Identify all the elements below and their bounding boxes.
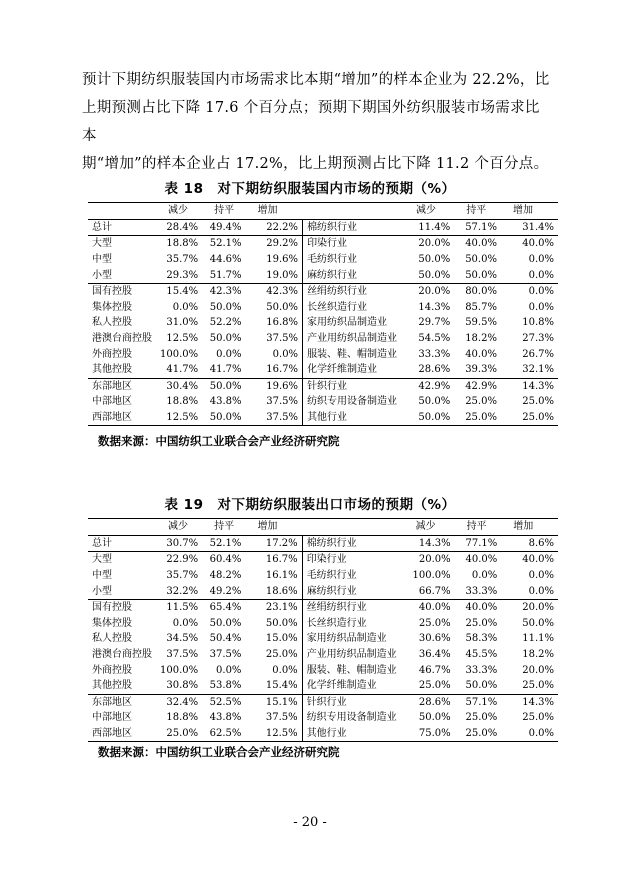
column-header <box>88 519 156 536</box>
column-header: 持平 <box>466 205 487 217</box>
value-cell: 16.7% <box>245 552 302 568</box>
value-cell: 29.3% <box>166 269 199 281</box>
value-cell: 40.0% <box>465 238 497 250</box>
value-cell: 26.7% <box>522 348 554 360</box>
value-cell: 25.0% <box>465 728 498 740</box>
value-cell: 25.0% <box>522 412 554 424</box>
row-label-cell: 港澳台商控股 <box>92 649 152 661</box>
value-cell: 18.8% <box>166 712 199 724</box>
row-label-cell: 集体控股 <box>92 301 132 313</box>
value-cell: 100.0% <box>412 570 451 582</box>
column-header <box>303 203 404 220</box>
value-cell: 33.3% <box>418 348 451 360</box>
row-label-cell: 外商控股 <box>92 348 132 360</box>
value-cell: 32.2% <box>166 585 199 597</box>
value-cell: 30.4% <box>166 380 199 392</box>
table-row <box>88 710 558 726</box>
value-cell: 0.0% <box>528 301 554 313</box>
value-cell: 40.0% <box>465 602 498 614</box>
value-cell: 62.5% <box>209 728 242 740</box>
table-row <box>88 583 558 599</box>
value-cell: 50.0% <box>418 269 451 281</box>
value-cell: 25.0% <box>465 712 498 724</box>
value-cell: 51.7% <box>209 269 242 281</box>
value-cell: 25.0% <box>465 617 498 629</box>
table-row <box>88 568 558 584</box>
column-header: 持平 <box>214 205 235 217</box>
column-header <box>302 519 403 536</box>
table-19-export-market <box>88 518 558 742</box>
value-cell: 50.0% <box>209 380 242 392</box>
value-cell: 52.1% <box>209 537 242 549</box>
value-cell: 25.0% <box>522 712 554 724</box>
page-number: - 20 - <box>293 815 327 830</box>
value-cell: 19.6% <box>246 252 303 268</box>
row-label-cell: 其他控股 <box>92 680 132 692</box>
row-label-cell: 中型 <box>92 570 112 582</box>
value-cell: 33.3% <box>465 585 498 597</box>
row-label-cell: 印染行业 <box>306 554 347 566</box>
row-label-cell: 中部地区 <box>92 712 132 724</box>
paragraph-line: 预计下期纺织服装国内市场需求比本期“增加”的样本企业为 22.2%，比 <box>82 72 550 88</box>
value-cell: 10.8% <box>522 317 554 329</box>
row-label-cell: 大型 <box>92 238 112 250</box>
value-cell: 50.0% <box>209 412 242 424</box>
table-row <box>88 283 558 299</box>
value-cell: 18.2% <box>465 333 497 345</box>
value-cell: 50.0% <box>418 396 451 408</box>
value-cell: 0.0% <box>246 346 303 362</box>
value-cell: 45.5% <box>465 649 498 661</box>
value-cell: 50.0% <box>418 254 451 266</box>
value-cell: 15.1% <box>245 694 302 710</box>
table-row <box>88 267 558 283</box>
value-cell: 44.6% <box>209 254 242 266</box>
value-cell: 80.0% <box>465 286 497 298</box>
value-cell: 100.0% <box>160 664 199 676</box>
value-cell: 16.7% <box>246 362 303 378</box>
value-cell: 0.0% <box>245 662 302 678</box>
row-label-cell: 小型 <box>92 585 112 597</box>
value-cell: 19.6% <box>246 378 303 394</box>
row-label-cell: 东部地区 <box>92 380 132 392</box>
value-cell: 42.3% <box>209 286 242 298</box>
value-cell: 20.0% <box>522 602 554 614</box>
value-cell: 14.3% <box>418 537 451 549</box>
table-19-caption: 表 19 对下期纺织服装出口市场的预期（%） <box>164 497 456 513</box>
row-label-cell: 其他行业 <box>307 412 348 424</box>
value-cell: 58.3% <box>465 633 498 645</box>
value-cell: 25.0% <box>465 412 497 424</box>
value-cell: 11.1% <box>522 633 554 645</box>
table-row <box>88 694 558 710</box>
value-cell: 40.0% <box>465 554 498 566</box>
value-cell: 8.6% <box>528 537 554 549</box>
value-cell: 39.3% <box>465 364 497 376</box>
value-cell: 33.3% <box>465 664 498 676</box>
column-header: 减少 <box>168 205 188 217</box>
value-cell: 0.0% <box>172 617 199 629</box>
value-cell: 25.0% <box>522 680 554 692</box>
value-cell: 0.0% <box>528 286 554 298</box>
value-cell: 46.7% <box>418 664 451 676</box>
row-label-cell: 毛纺织行业 <box>307 254 358 266</box>
value-cell: 85.7% <box>465 301 497 313</box>
value-cell: 11.4% <box>418 221 451 233</box>
value-cell: 16.1% <box>245 568 302 584</box>
row-label-cell: 麻纺织行业 <box>307 269 358 281</box>
value-cell: 54.5% <box>418 333 451 345</box>
row-label-cell: 私人控股 <box>92 317 132 329</box>
body-paragraph <box>82 66 552 178</box>
table-row <box>88 362 558 378</box>
table-row <box>88 678 558 694</box>
value-cell: 14.3% <box>522 696 554 708</box>
value-cell: 37.5% <box>245 710 302 726</box>
value-cell: 20.0% <box>522 664 554 676</box>
table-header-row <box>88 203 558 220</box>
value-cell: 20.0% <box>418 238 451 250</box>
value-cell: 15.4% <box>166 286 199 298</box>
value-cell: 50.0% <box>465 254 497 266</box>
table-row <box>88 346 558 362</box>
paragraph-line: 上期预测占比下降 17.6 个百分点；预期下期国外纺织服装市场需求比本 <box>82 100 540 144</box>
row-label-cell: 大型 <box>92 554 112 566</box>
value-cell: 0.0% <box>216 664 242 676</box>
table-row <box>88 378 558 394</box>
value-cell: 22.9% <box>166 554 199 566</box>
table-row <box>88 616 558 632</box>
column-header: 持平 <box>466 521 487 533</box>
value-cell: 35.7% <box>166 254 199 266</box>
value-cell: 43.8% <box>209 396 242 408</box>
value-cell: 25.0% <box>245 647 302 663</box>
value-cell: 50.0% <box>418 712 451 724</box>
value-cell: 18.6% <box>245 583 302 599</box>
value-cell: 52.2% <box>209 317 242 329</box>
row-label-cell: 纺织专用设备制造业 <box>307 396 398 408</box>
row-label-cell: 长丝织造行业 <box>307 301 368 313</box>
column-header: 增加 <box>257 521 278 533</box>
value-cell: 28.6% <box>418 364 451 376</box>
value-cell: 0.0% <box>172 301 199 313</box>
value-cell: 37.5% <box>246 331 303 347</box>
value-cell: 0.0% <box>528 269 554 281</box>
value-cell: 37.5% <box>166 649 199 661</box>
row-label-cell: 港澳台商控股 <box>92 333 152 345</box>
value-cell: 50.0% <box>209 333 242 345</box>
value-cell: 32.4% <box>166 696 199 708</box>
value-cell: 100.0% <box>160 348 199 360</box>
value-cell: 50.0% <box>209 301 242 313</box>
value-cell: 50.0% <box>522 617 554 629</box>
value-cell: 11.5% <box>166 602 199 614</box>
row-label-cell: 国有控股 <box>92 286 132 298</box>
row-label-cell: 西部地区 <box>92 412 132 424</box>
value-cell: 15.4% <box>245 678 302 694</box>
value-cell: 0.0% <box>216 348 242 360</box>
value-cell: 18.8% <box>166 396 199 408</box>
table-row <box>88 662 558 678</box>
value-cell: 12.5% <box>245 726 302 742</box>
table-row <box>88 631 558 647</box>
value-cell: 18.2% <box>522 649 554 661</box>
value-cell: 42.9% <box>418 380 451 392</box>
value-cell: 20.0% <box>418 554 451 566</box>
value-cell: 52.1% <box>209 238 242 250</box>
column-header: 减少 <box>415 521 436 533</box>
row-label-cell: 中型 <box>92 254 112 266</box>
value-cell: 25.0% <box>418 680 451 692</box>
row-label-cell: 产业用纺织品制造业 <box>307 333 398 345</box>
value-cell: 36.4% <box>418 649 451 661</box>
value-cell: 18.8% <box>166 238 199 250</box>
value-cell: 25.0% <box>465 396 497 408</box>
table-row <box>88 315 558 331</box>
row-label-cell: 化学纤维制造业 <box>307 364 378 376</box>
row-label-cell: 服装、鞋、帽制造业 <box>306 664 397 676</box>
table-row <box>88 410 558 426</box>
row-label-cell: 毛纺织行业 <box>306 570 357 582</box>
value-cell: 25.0% <box>418 617 451 629</box>
row-label-cell: 总计 <box>92 537 112 549</box>
value-cell: 0.0% <box>528 728 554 740</box>
value-cell: 41.7% <box>209 364 242 376</box>
column-header <box>88 203 156 220</box>
value-cell: 25.0% <box>166 728 199 740</box>
value-cell: 16.8% <box>246 315 303 331</box>
table-row <box>88 394 558 410</box>
value-cell: 37.5% <box>246 410 303 426</box>
row-label-cell: 其他行业 <box>306 728 347 740</box>
column-header: 增加 <box>512 205 533 217</box>
value-cell: 40.0% <box>522 554 554 566</box>
table-header-row <box>88 519 558 536</box>
row-label-cell: 私人控股 <box>92 633 132 645</box>
row-label-cell: 服装、鞋、帽制造业 <box>307 348 398 360</box>
table-19-source: 数据来源：中国纺织工业联合会产业经济研究院 <box>98 745 340 759</box>
value-cell: 20.0% <box>418 286 451 298</box>
value-cell: 30.6% <box>418 633 451 645</box>
value-cell: 15.0% <box>245 631 302 647</box>
value-cell: 50.0% <box>465 680 498 692</box>
value-cell: 12.5% <box>166 333 199 345</box>
value-cell: 27.3% <box>522 333 554 345</box>
value-cell: 41.7% <box>166 364 199 376</box>
table-row <box>88 726 558 742</box>
value-cell: 28.6% <box>418 696 451 708</box>
table-row <box>88 552 558 568</box>
row-label-cell: 丝绢纺织行业 <box>307 286 368 298</box>
table-row <box>88 599 558 615</box>
value-cell: 31.4% <box>522 221 554 233</box>
value-cell: 40.0% <box>465 348 497 360</box>
value-cell: 57.1% <box>465 696 498 708</box>
value-cell: 25.0% <box>522 396 554 408</box>
value-cell: 37.5% <box>209 649 242 661</box>
value-cell: 30.8% <box>166 680 199 692</box>
row-label-cell: 棉纺织行业 <box>307 221 358 233</box>
value-cell: 50.0% <box>245 616 302 632</box>
column-header: 增加 <box>257 205 278 217</box>
row-label-cell: 纺织专用设备制造业 <box>306 712 397 724</box>
value-cell: 34.5% <box>166 633 199 645</box>
value-cell: 0.0% <box>528 254 554 266</box>
value-cell: 50.0% <box>209 617 242 629</box>
table-row <box>88 219 558 236</box>
row-label-cell: 棉纺织行业 <box>306 537 357 549</box>
value-cell: 0.0% <box>471 570 498 582</box>
table-18-domestic-market <box>88 202 558 426</box>
value-cell: 50.0% <box>418 412 451 424</box>
value-cell: 12.5% <box>166 412 199 424</box>
row-label-cell: 东部地区 <box>92 696 132 708</box>
row-label-cell: 其他控股 <box>92 364 132 376</box>
column-header: 增加 <box>513 521 534 533</box>
row-label-cell: 外商控股 <box>92 664 132 676</box>
value-cell: 22.2% <box>246 219 303 236</box>
value-cell: 0.0% <box>528 585 554 597</box>
value-cell: 52.5% <box>209 696 242 708</box>
value-cell: 31.0% <box>166 317 199 329</box>
value-cell: 48.2% <box>209 570 242 582</box>
column-header: 减少 <box>416 205 437 217</box>
row-label-cell: 集体控股 <box>92 617 132 629</box>
table-row <box>88 300 558 316</box>
row-label-cell: 长丝织造行业 <box>306 617 367 629</box>
row-label-cell: 西部地区 <box>92 728 132 740</box>
row-label-cell: 国有控股 <box>92 602 132 614</box>
table-row <box>88 331 558 347</box>
value-cell: 0.0% <box>528 570 554 582</box>
row-label-cell: 小型 <box>92 269 112 281</box>
value-cell: 37.5% <box>246 394 303 410</box>
value-cell: 40.0% <box>418 602 451 614</box>
value-cell: 66.7% <box>418 585 451 597</box>
value-cell: 14.3% <box>418 301 451 313</box>
value-cell: 49.2% <box>209 585 242 597</box>
row-label-cell: 中部地区 <box>92 396 132 408</box>
table-18-source: 数据来源：中国纺织工业联合会产业经济研究院 <box>98 434 340 448</box>
table-row <box>88 535 558 552</box>
value-cell: 19.0% <box>246 267 303 283</box>
row-label-cell: 印染行业 <box>307 238 348 250</box>
value-cell: 50.4% <box>209 633 242 645</box>
row-label-cell: 化学纤维制造业 <box>306 680 377 692</box>
value-cell: 42.3% <box>246 283 303 299</box>
value-cell: 23.1% <box>245 599 302 615</box>
value-cell: 57.1% <box>465 221 497 233</box>
table-row <box>88 252 558 268</box>
value-cell: 14.3% <box>522 380 554 392</box>
value-cell: 77.1% <box>465 537 498 549</box>
value-cell: 17.2% <box>245 535 302 552</box>
value-cell: 53.8% <box>209 680 242 692</box>
value-cell: 50.0% <box>246 300 303 316</box>
value-cell: 29.7% <box>418 317 451 329</box>
value-cell: 65.4% <box>209 602 242 614</box>
row-label-cell: 针织行业 <box>307 380 348 392</box>
value-cell: 35.7% <box>166 570 199 582</box>
paragraph-line: 期“增加”的样本企业占 17.2%，比上期预测占比下降 11.2 个百分点。 <box>82 156 549 172</box>
value-cell: 49.4% <box>209 221 242 233</box>
value-cell: 75.0% <box>418 728 451 740</box>
value-cell: 59.5% <box>465 317 497 329</box>
value-cell: 32.1% <box>522 364 554 376</box>
row-label-cell: 麻纺织行业 <box>306 585 357 597</box>
row-label-cell: 家用纺织品制造业 <box>306 633 387 645</box>
value-cell: 50.0% <box>465 269 497 281</box>
table-row <box>88 236 558 252</box>
value-cell: 30.7% <box>166 537 199 549</box>
value-cell: 42.9% <box>465 380 497 392</box>
row-label-cell: 总计 <box>92 221 112 233</box>
column-header: 减少 <box>168 521 188 533</box>
value-cell: 60.4% <box>209 554 242 566</box>
table-18-caption: 表 18 对下期纺织服装国内市场的预期（%） <box>164 181 456 197</box>
row-label-cell: 家用纺织品制造业 <box>307 317 388 329</box>
value-cell: 28.4% <box>166 221 199 233</box>
value-cell: 40.0% <box>522 238 554 250</box>
table-row <box>88 647 558 663</box>
row-label-cell: 丝绢纺织行业 <box>306 602 367 614</box>
value-cell: 29.2% <box>246 236 303 252</box>
column-header: 持平 <box>214 521 235 533</box>
row-label-cell: 针织行业 <box>306 696 347 708</box>
value-cell: 43.8% <box>209 712 242 724</box>
row-label-cell: 产业用纺织品制造业 <box>306 649 397 661</box>
